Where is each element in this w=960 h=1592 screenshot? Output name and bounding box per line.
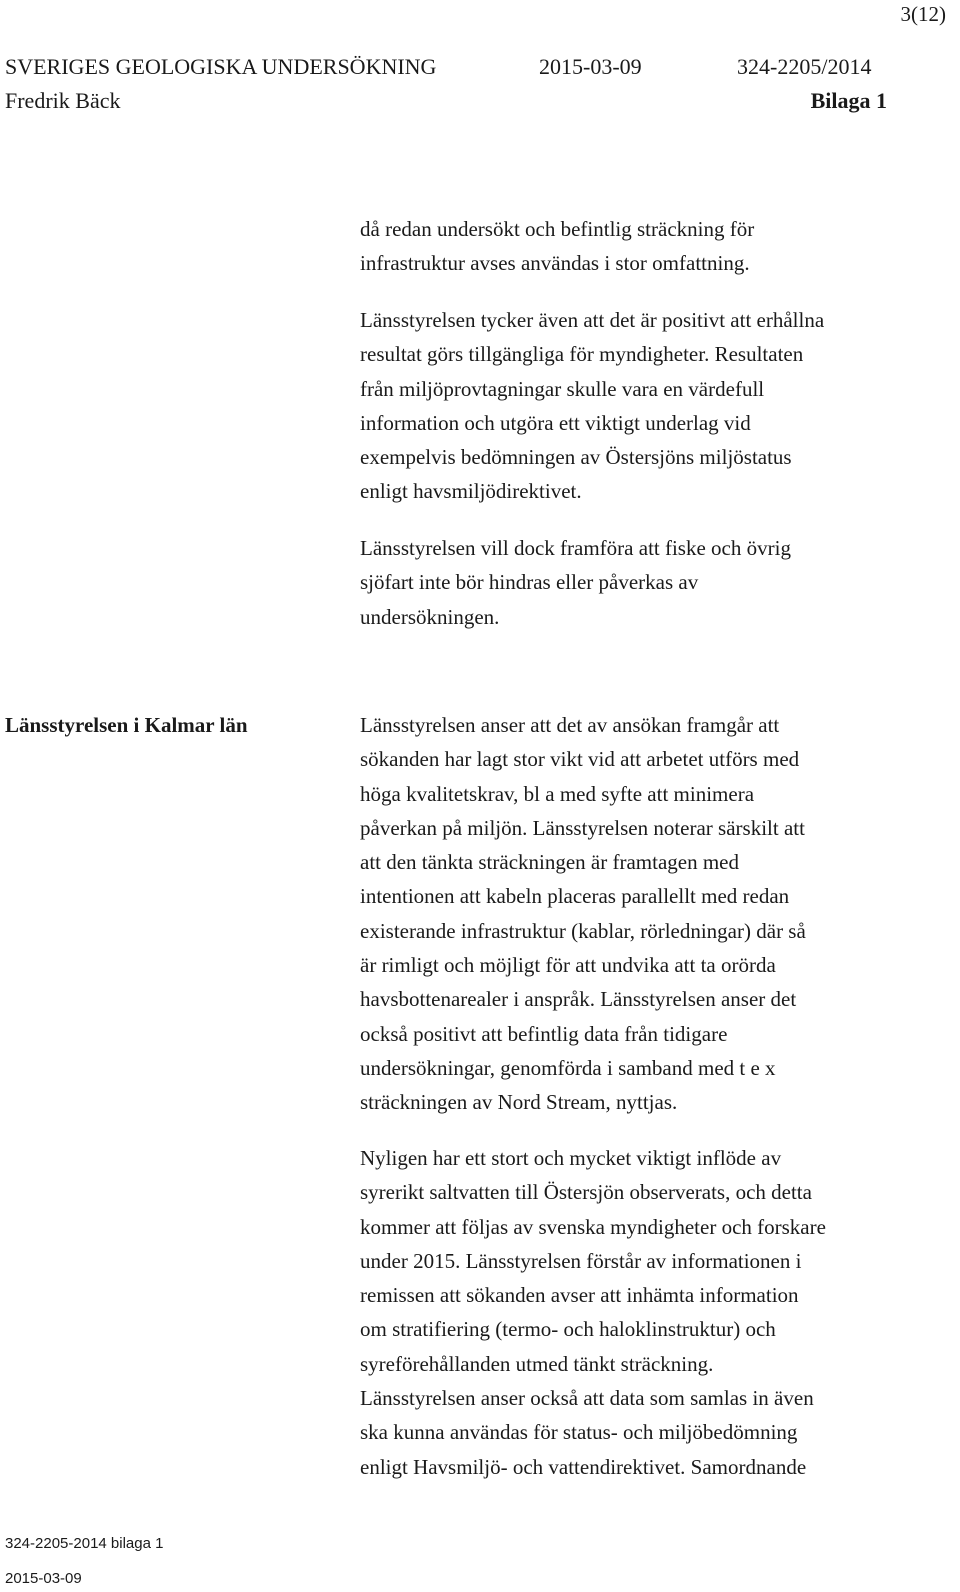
page-number: 3(12) [900, 2, 946, 26]
paragraph-text: Länsstyrelsen tycker även att det är positivt att erhållna resultat görs tillgängliga för myndigheter. Resultaten från miljöprovtagningar skulle vara en värdefull information och utgöra ett viktigt underlag vid exempelvis bedömningen av Östersjöns miljöstatus enligt havsmiljödirektivet. [360, 308, 825, 504]
paragraph-text: Nyligen har ett stort och mycket viktigt inflöde av syrerikt saltvatten till Östersjön observerats, och detta kommer att följas av svenska myndigheter och forskare under 2015. Länsstyrelsen förstår av informationen i remissen att sökanden avser att inhämta information om stratifiering (termo- och haloklinstruktur) och syreförehållanden utmed tänkt sträckning. Länsstyrelsen anser också att data som samlas in även ska kunna användas för status- och miljöbedömning enligt Havsmiljö- och vattendirektivet. Samordnande [360, 1146, 826, 1479]
body-paragraph [360, 531, 905, 634]
paragraph-text: Länsstyrelsen vill dock framföra att fiske och övrig sjöfart inte bör hindras eller påverkas av undersökningen. [360, 536, 791, 629]
body-paragraph [360, 1141, 905, 1484]
body-paragraph [360, 303, 905, 509]
organization-name: SVERIGES GEOLOGISKA UNDERSÖKNING [5, 54, 437, 79]
paragraph-text: Länsstyrelsen anser att det av ansökan framgår att sökanden har lagt stor vikt vid att arbetet utförs med höga kvalitetskrav, bl a med syfte att minimera påverkan på miljön. Länsstyrelsen noterar särskilt att att den tänkta sträckningen är framtagen med intentionen att kabeln placeras parallellt med redan existerande infrastruktur (kablar, rörledningar) där så är rimligt och möjligt för att undvika att ta orörda havsbottenarealer i anspråk. Länsstyrelsen anser det också positivt att befintlig data från tidigare undersökningar, genomförda i samband med t e x sträckningen av Nord Stream, nyttjas. [360, 713, 806, 1115]
section-heading-kalmar: Länsstyrelsen i Kalmar län [5, 713, 248, 737]
reference-number: 324-2205/2014 [737, 54, 872, 79]
body-paragraph [360, 212, 905, 281]
header-date: 2015-03-09 [539, 54, 642, 79]
paragraph-text: då redan undersökt och befintlig sträckning för infrastruktur avses användas i stor omfattning. [360, 217, 755, 276]
footer-document-id: 324-2205-2014 bilaga 1 [5, 1535, 164, 1552]
attachment-label: Bilaga 1 [810, 88, 887, 113]
footer-date: 2015-03-09 [5, 1570, 82, 1587]
author-name: Fredrik Bäck [5, 88, 121, 113]
body-paragraph [360, 708, 905, 1120]
